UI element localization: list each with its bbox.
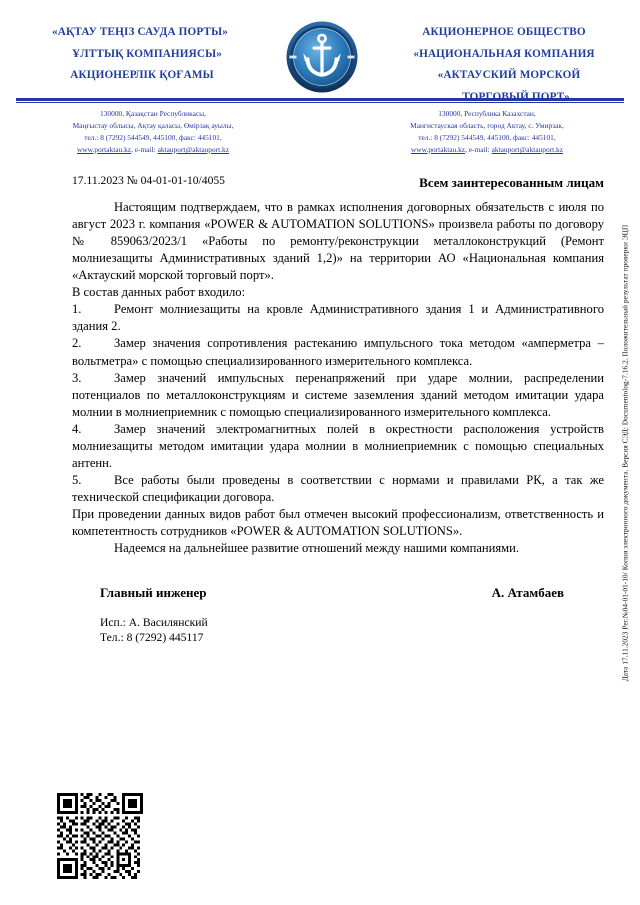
scope-item-3-text: Замер значений импульсных перенапряжений при ударе молнии, распределении потенциалов по металлоконструкциям и системе заземления зданий методом имитации удара молнии в молниеприемник с помощью специализированного измерительного комплекса. <box>72 370 604 419</box>
document-verification-qr-code[interactable] <box>57 793 143 879</box>
contact-kz-line-2: Маңғыстау облысы, Ақтау қаласы, Өмірзақ ауылы, <box>72 120 234 130</box>
scope-item-4-number: 4. <box>72 421 82 436</box>
website-link-kz[interactable]: www.portaktau.kz <box>76 144 132 154</box>
org-kz-line-3: АКЦИОНЕРЛІК ҚОҒАМЫ <box>70 69 214 81</box>
scope-item-1 <box>72 301 604 335</box>
contact-ru-web-email: www.portaktau.kz, e-mail: aktauport@aktauport.kz <box>410 144 564 154</box>
contact-block-kazakh <box>22 108 284 156</box>
letter-body <box>0 191 640 557</box>
body-closing-paragraph-2: Надеемся на дальнейшее развитие отношений между нашими компаниями. <box>114 541 520 556</box>
electronic-signature-stamp-text: Дата 17.11.2023 Рег.№04-01-01-10/ Копия электронного документа. Версия СЭД: Documentolog-7.16.2. Положительный результат проверки ЭЦП <box>621 224 629 681</box>
organization-name-russian <box>388 22 622 108</box>
contact-ru-line-1: 130000, Республика Казахстан, <box>438 109 536 118</box>
scope-item-5-text: Все работы были проведены в соответствии с нормами и правилами РК, а так же технической спецификации договора. <box>72 472 604 504</box>
website-link-ru[interactable]: www.portaktau.kz <box>410 144 466 154</box>
body-intro-paragraph: Настоящим подтверждаем, что в рамках исполнения договорных обязательств с июля по август 2023 г. компания «POWER & AUTOMATION SOLUTIONS» произвела работы по договору № 859063/2023/1 «Работы по ремонту/реконструкции металлоконструкций (Ремонт молниезащиты Административных зданий 1,2)» на территории АО «Национальная компания «Актауский морской торговый порт». <box>72 199 604 283</box>
org-ru-line-2: «НАЦИОНАЛЬНАЯ КОМПАНИЯ <box>413 47 595 60</box>
contact-block-russian <box>356 108 618 156</box>
scope-item-2-text: Замер значения сопротивления растеканию импульсного тока методом «амперметра – вольтметра» с помощью специализированного измерительного комплекса. <box>72 336 604 368</box>
body-scope-lead: В состав данных работ входило: <box>72 285 246 300</box>
addressee-line: Всем заинтересованным лицам <box>419 174 604 190</box>
organization-name-kazakh <box>18 22 256 87</box>
document-date-and-number: 17.11.2023 № 04-01-01-10/4055 <box>72 173 225 187</box>
email-link-ru[interactable]: aktauport@aktauport.kz <box>491 144 564 154</box>
executor-phone: Тел.: 8 (7292) 445117 <box>100 631 204 645</box>
signatory-name: А. Атамбаев <box>491 585 564 601</box>
scope-item-3 <box>72 370 604 421</box>
email-label-kz: e-mail: <box>134 144 156 154</box>
org-ru-line-1: АКЦИОНЕРНОЕ ОБЩЕСТВО <box>422 26 586 38</box>
scope-item-5-number: 5. <box>72 472 82 487</box>
org-kz-line-2: ҰЛТТЫҚ КОМПАНИЯСЫ» <box>72 47 222 60</box>
scope-item-3-number: 3. <box>72 370 82 385</box>
letterhead <box>0 0 640 103</box>
contact-kz-line-3: тел.: 8 (7292) 544549, 445100, факс: 445101, <box>84 132 222 142</box>
anchor-seal-icon <box>285 20 359 94</box>
email-label-ru: e-mail: <box>468 144 490 154</box>
email-link-kz[interactable]: aktauport@aktauport.kz <box>157 144 230 154</box>
executor-name: Исп.: А. Василянский <box>100 616 208 630</box>
signatory-title: Главный инженер <box>100 585 207 601</box>
contact-details <box>0 103 640 156</box>
org-kz-line-1: «АҚТАУ ТЕҢІЗ САУДА ПОРТЫ» <box>52 26 228 38</box>
scope-item-4 <box>72 421 604 472</box>
signature-block <box>0 557 640 601</box>
org-ru-line-3: «АКТАУСКИЙ МОРСКОЙ <box>437 69 581 81</box>
contact-kz-line-1: 130000, Қазақстан Республикасы, <box>100 109 206 118</box>
scope-item-2 <box>72 335 604 369</box>
executor-block <box>0 601 640 645</box>
org-ru-line-4: ТОРГОВЫЙ ПОРТ» <box>462 90 570 103</box>
body-closing-paragraph-1: При проведении данных видов работ был отмечен высокий профессионализм, ответственность и компетентность сотрудников «POWER & AUTOMATION SOLUTIONS». <box>72 507 604 539</box>
scope-item-1-number: 1. <box>72 302 82 317</box>
scope-item-4-text: Замер значений электромагнитных полей в окрестности расположения устройств молниезащиты методом имитации удара молнии в молниеприемник с помощью специальных антенн. <box>72 421 604 470</box>
electronic-signature-stamp <box>612 0 638 905</box>
scope-item-5 <box>72 472 604 506</box>
contact-ru-line-3: тел.: 8 (7292) 544549, 445100, факс: 445101, <box>418 132 556 142</box>
contact-ru-line-2: Мангистауская область, город Актау, с. Умирзак, <box>410 120 564 130</box>
contact-kz-web-email: www.portaktau.kz, e-mail: aktauport@aktauport.kz <box>76 144 230 154</box>
reference-row <box>0 156 640 191</box>
scope-item-2-number: 2. <box>72 336 82 351</box>
scope-item-1-text: Ремонт молниезащиты на кровле Административного здания 1 и Административного здания 2. <box>72 302 604 334</box>
